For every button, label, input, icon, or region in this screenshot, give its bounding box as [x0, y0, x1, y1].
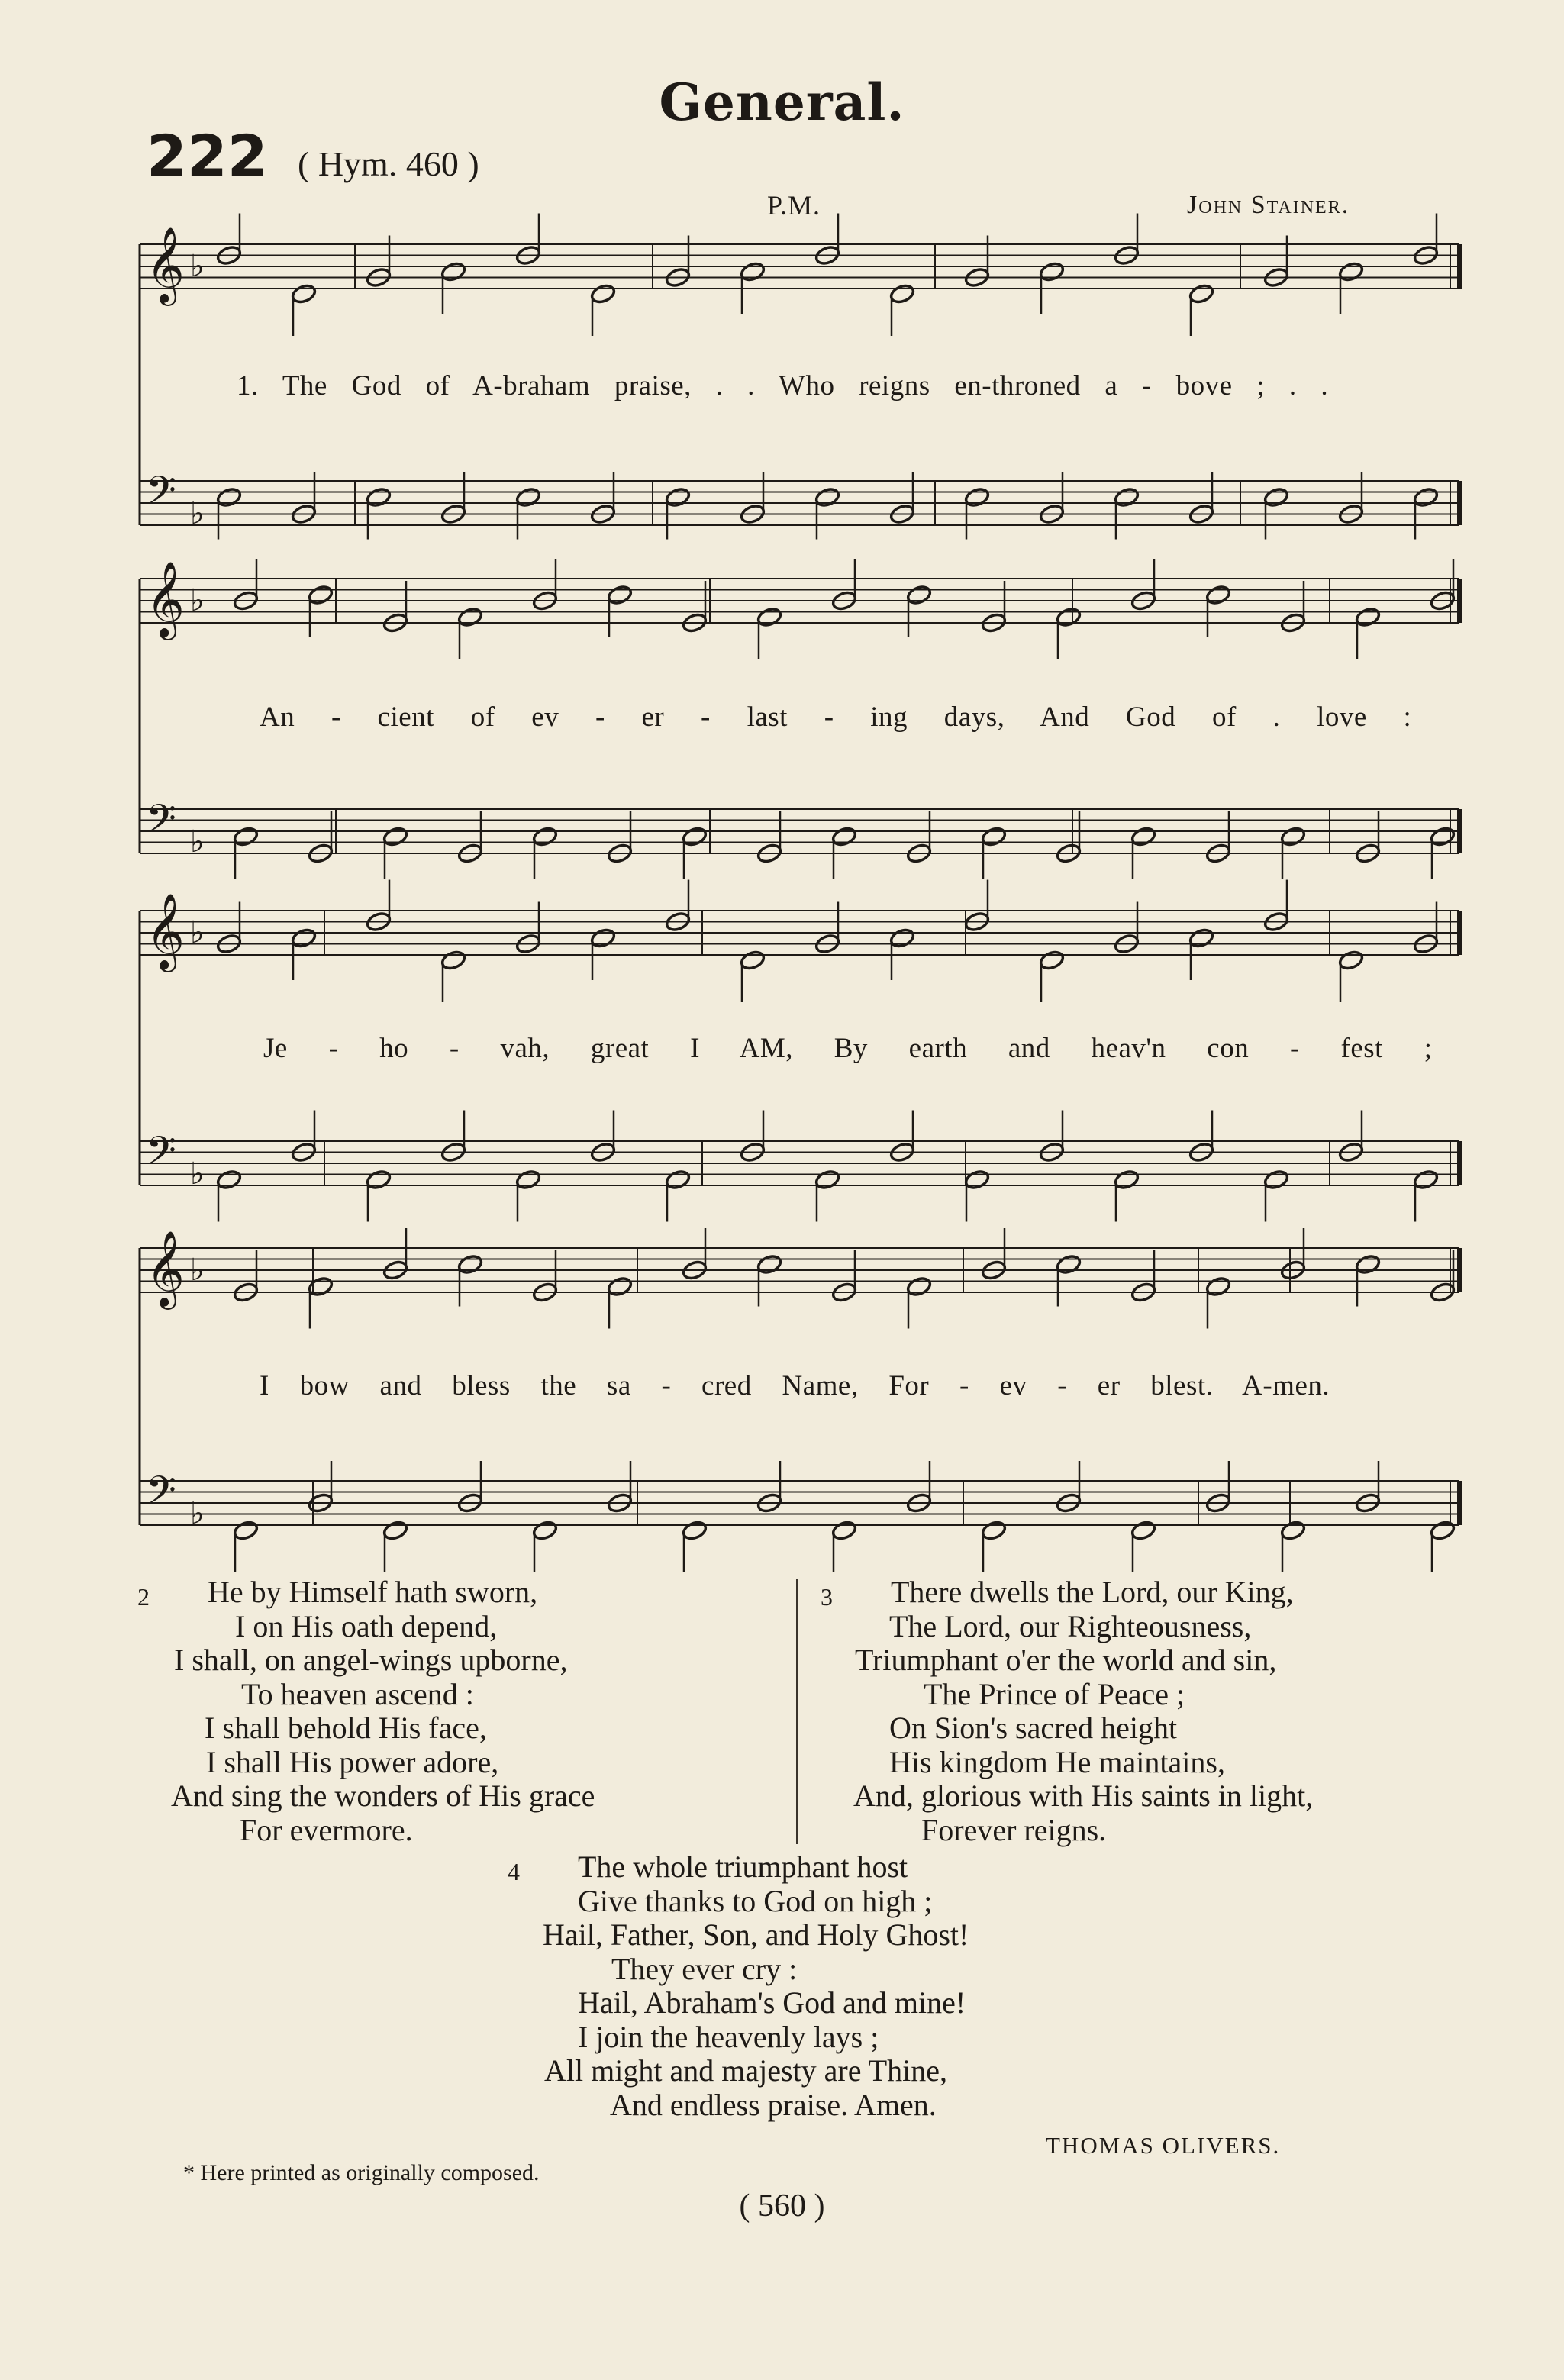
note-head-icon: [1263, 486, 1290, 508]
verse-line: They ever cry :: [611, 1951, 798, 1986]
note-head-icon: [1188, 283, 1215, 305]
note-head-icon: [1039, 261, 1066, 283]
note-head-icon: [964, 486, 991, 508]
note-head-icon: [308, 1275, 334, 1298]
note-head-icon: [532, 826, 559, 848]
verse-line: His kingdom He maintains,: [889, 1744, 1225, 1779]
note-head-icon: [1056, 1253, 1082, 1275]
note-head-icon: [1338, 261, 1365, 283]
flat-icon: ♭: [190, 1253, 205, 1288]
page-number: ( 560 ): [739, 2188, 825, 2224]
lyric-line-3: Je - ho - vah, great I AM, By earth and heav'n con - fest ;: [263, 1033, 1433, 1064]
section-title: General.: [659, 73, 905, 132]
verse-number: 3: [821, 1583, 833, 1611]
flat-icon: ♭: [190, 1496, 205, 1531]
note-head-icon: [1263, 1169, 1290, 1191]
note-head-icon: [1430, 826, 1456, 848]
lyric-line-1: 1. The God of A-braham praise, . . Who reigns en-throned a - bove ; . .: [237, 370, 1329, 402]
composer-name: John Stainer.: [1187, 191, 1350, 219]
note-head-icon: [756, 1253, 783, 1275]
note-head-icon: [665, 1169, 692, 1191]
note-head-icon: [981, 1520, 1008, 1542]
verse-line: I join the heavenly lays ;: [578, 2019, 879, 2054]
hymn-number: 222: [147, 122, 268, 190]
note-head-icon: [457, 606, 484, 628]
note-head-icon: [682, 826, 708, 848]
flat-icon: ♭: [190, 496, 205, 531]
verse-line: I on His oath depend,: [235, 1608, 498, 1643]
verse-divider: [796, 1579, 798, 1844]
note-head-icon: [1205, 584, 1232, 606]
lyric-line-4: I bow and bless the sa - cred Name, For - ev - er blest. A-men.: [260, 1370, 1330, 1401]
verse-line: The Prince of Peace ;: [924, 1676, 1185, 1711]
note-head-icon: [1130, 1520, 1157, 1542]
flat-icon: ♭: [190, 1156, 205, 1192]
lyric-line-2: An - cient of ev - er - last - ing days, And God of . love :: [260, 701, 1412, 733]
treble-clef-icon: 𝄞: [146, 227, 185, 303]
verse-2: [137, 1575, 595, 1847]
note-head-icon: [1039, 950, 1066, 972]
verse-line: For evermore.: [240, 1812, 413, 1847]
note-head-icon: [1130, 826, 1157, 848]
flat-icon: ♭: [190, 824, 205, 859]
meter-label: P.M.: [767, 190, 821, 221]
verse-line: He by Himself hath sworn,: [208, 1575, 538, 1609]
verse-line: And endless praise. Amen.: [610, 2087, 937, 2122]
note-head-icon: [831, 826, 858, 848]
note-head-icon: [740, 261, 766, 283]
note-head-icon: [1413, 486, 1440, 508]
note-head-icon: [1355, 1253, 1382, 1275]
verse-line: Triumphant o'er the world and sin,: [855, 1643, 1277, 1677]
note-head-icon: [1205, 1275, 1232, 1298]
verse-3: [821, 1575, 1313, 1847]
note-head-icon: [440, 261, 467, 283]
note-head-icon: [515, 1169, 542, 1191]
note-head-icon: [981, 826, 1008, 848]
note-head-icon: [814, 1169, 841, 1191]
bass-clef-icon: 𝄢: [146, 795, 176, 851]
note-head-icon: [291, 283, 318, 305]
note-head-icon: [906, 584, 933, 606]
treble-clef-icon: 𝄞: [146, 893, 185, 969]
hymn-reference: ( Hym. 460 ): [298, 144, 479, 183]
note-head-icon: [233, 826, 260, 848]
verse-line: And sing the wonders of His grace: [171, 1779, 595, 1813]
note-head-icon: [831, 1520, 858, 1542]
flat-icon: ♭: [190, 249, 205, 284]
note-head-icon: [756, 606, 783, 628]
note-head-icon: [1430, 1520, 1456, 1542]
note-head-icon: [1280, 826, 1307, 848]
flat-icon: ♭: [190, 915, 205, 950]
verse-line: To heaven ascend :: [241, 1676, 474, 1711]
verse-4: [508, 1850, 969, 2122]
verse-line: The whole triumphant host: [578, 1849, 908, 1884]
note-head-icon: [682, 1520, 708, 1542]
note-head-icon: [1056, 606, 1082, 628]
note-head-icon: [366, 486, 392, 508]
flat-icon: ♭: [190, 583, 205, 618]
note-head-icon: [1114, 1169, 1140, 1191]
note-head-icon: [308, 584, 334, 606]
note-head-icon: [291, 927, 318, 950]
note-head-icon: [665, 486, 692, 508]
verse-line: And, glorious with His saints in light,: [853, 1779, 1314, 1813]
note-head-icon: [1114, 486, 1140, 508]
note-head-icon: [216, 486, 243, 508]
note-head-icon: [440, 950, 467, 972]
note-head-icon: [366, 1169, 392, 1191]
note-head-icon: [532, 1520, 559, 1542]
verse-number: 2: [137, 1583, 150, 1611]
note-head-icon: [515, 486, 542, 508]
note-head-icon: [590, 283, 617, 305]
author-name: THOMAS OLIVERS.: [1046, 2132, 1281, 2159]
treble-clef-icon: 𝄞: [146, 561, 185, 637]
note-head-icon: [964, 1169, 991, 1191]
note-head-icon: [740, 950, 766, 972]
note-head-icon: [1188, 927, 1215, 950]
verse-line: Hail, Abraham's God and mine!: [578, 1985, 966, 2020]
verse-line: There dwells the Lord, our King,: [891, 1575, 1294, 1609]
verse-line: On Sion's sacred height: [889, 1711, 1178, 1745]
footnote: * Here printed as originally composed.: [183, 2160, 540, 2185]
note-head-icon: [216, 1169, 243, 1191]
note-head-icon: [814, 486, 841, 508]
note-head-icon: [233, 1520, 260, 1542]
verse-line: All might and majesty are Thine,: [544, 2053, 948, 2088]
verse-line: Forever reigns.: [921, 1812, 1107, 1847]
note-head-icon: [590, 927, 617, 950]
bass-clef-icon: 𝄢: [146, 1127, 176, 1183]
note-head-icon: [906, 1275, 933, 1298]
verse-line: I shall behold His face,: [205, 1711, 487, 1745]
note-head-icon: [1280, 1520, 1307, 1542]
note-head-icon: [457, 1253, 484, 1275]
note-head-icon: [1355, 606, 1382, 628]
treble-clef-icon: 𝄞: [146, 1230, 185, 1307]
note-head-icon: [382, 1520, 409, 1542]
note-head-icon: [889, 283, 916, 305]
verse-line: Hail, Father, Son, and Holy Ghost!: [543, 1917, 969, 1952]
note-head-icon: [382, 826, 409, 848]
note-head-icon: [1338, 950, 1365, 972]
verse-line: The Lord, our Righteousness,: [889, 1608, 1252, 1643]
note-head-icon: [889, 927, 916, 950]
note-head-icon: [607, 584, 634, 606]
verse-line: Give thanks to God on high ;: [578, 1883, 933, 1918]
note-head-icon: [1413, 1169, 1440, 1191]
bass-clef-icon: 𝄢: [146, 1467, 176, 1523]
verse-number: 4: [508, 1858, 520, 1885]
note-head-icon: [607, 1275, 634, 1298]
verse-line: I shall His power adore,: [206, 1744, 499, 1779]
bass-clef-icon: 𝄢: [146, 467, 176, 523]
verse-line: I shall, on angel-wings upborne,: [174, 1643, 568, 1677]
